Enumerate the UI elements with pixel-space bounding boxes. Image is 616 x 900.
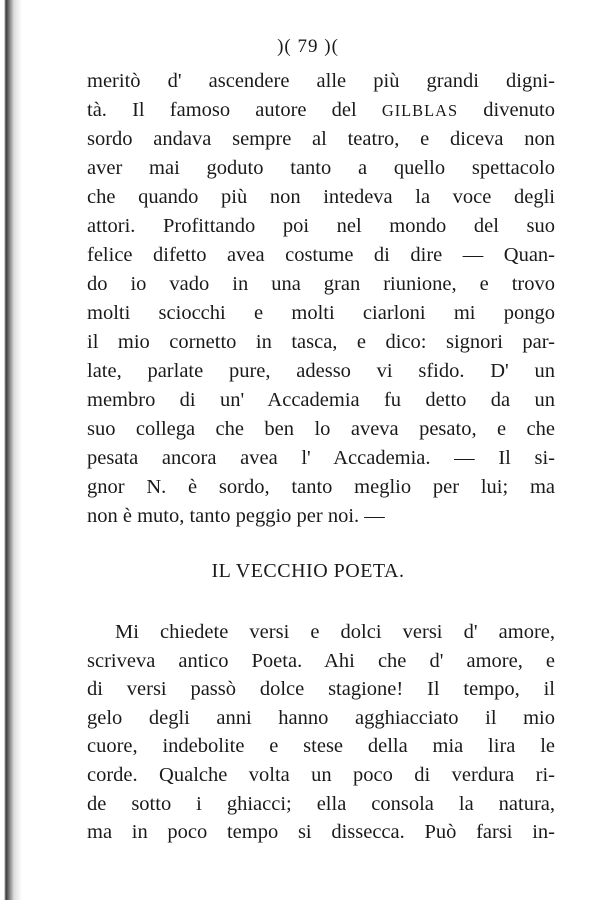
book-title-gilblas: GILBLAS [381, 101, 459, 120]
text-line: corde. Qualche volta un poco di verdura ri- [87, 763, 555, 786]
text-line: late, parlate pure, adesso vi sfido. D' un [87, 360, 555, 382]
text-line: scriveva antico Poeta. Ahi che d' amore, e [87, 649, 555, 672]
paragraph-anecdotes [87, 67, 555, 531]
book-binding-edge [0, 0, 22, 900]
text-line: attori. Profittando poi nel mondo del suo [87, 215, 555, 237]
section-heading: IL VECCHIO POETA. [211, 560, 405, 582]
text-line: suo collega che ben lo aveva pesato, e che [87, 418, 555, 440]
text-line: aver mai goduto tanto a quello spettacolo [87, 157, 555, 179]
text-line: gnor N. è sordo, tanto meglio per lui; ma [87, 476, 555, 498]
text-line: di versi passò dolce stagione! Il tempo, il [87, 678, 555, 701]
text-line: Mi chiedete versi e dolci versi d' amore, [115, 621, 555, 643]
text-line: pesata ancora avea l' Accademia. — Il si- [87, 447, 555, 469]
text-line: il mio cornetto in tasca, e dico: signori par- [87, 331, 555, 353]
text-line: felice difetto avea costume di dire — Quan- [87, 244, 555, 266]
text-line: gelo degli anni hanno agghiacciato il mio [87, 706, 555, 729]
text-line: che quando più non intedeva la voce degli [87, 186, 555, 208]
text-line: sordo andava sempre al teatro, e diceva non [87, 128, 555, 150]
text-line: tà. Il famoso autore del GILBLAS divenuto [87, 99, 556, 121]
text-line: do io vado in una gran riunione, e trovo [87, 273, 555, 295]
text-line: de sotto i ghiacci; ella consola la natura, [87, 792, 555, 815]
page-number: )( 79 )( [277, 36, 339, 57]
paragraph-poet [87, 618, 555, 847]
text-line: ma in poco tempo si dissecca. Può farsi in- [87, 821, 555, 844]
text-line: cuore, indebolite e stese della mia lira le [87, 735, 555, 758]
text-line: meritò d' ascendere alle più grandi digni- [87, 70, 555, 92]
text-line: membro di un' Accademia fu detto da un [87, 389, 555, 411]
text-line: non è muto, tanto peggio per noi. — [87, 505, 385, 527]
text-line: molti sciocchi e molti ciarloni mi pongo [87, 302, 555, 324]
